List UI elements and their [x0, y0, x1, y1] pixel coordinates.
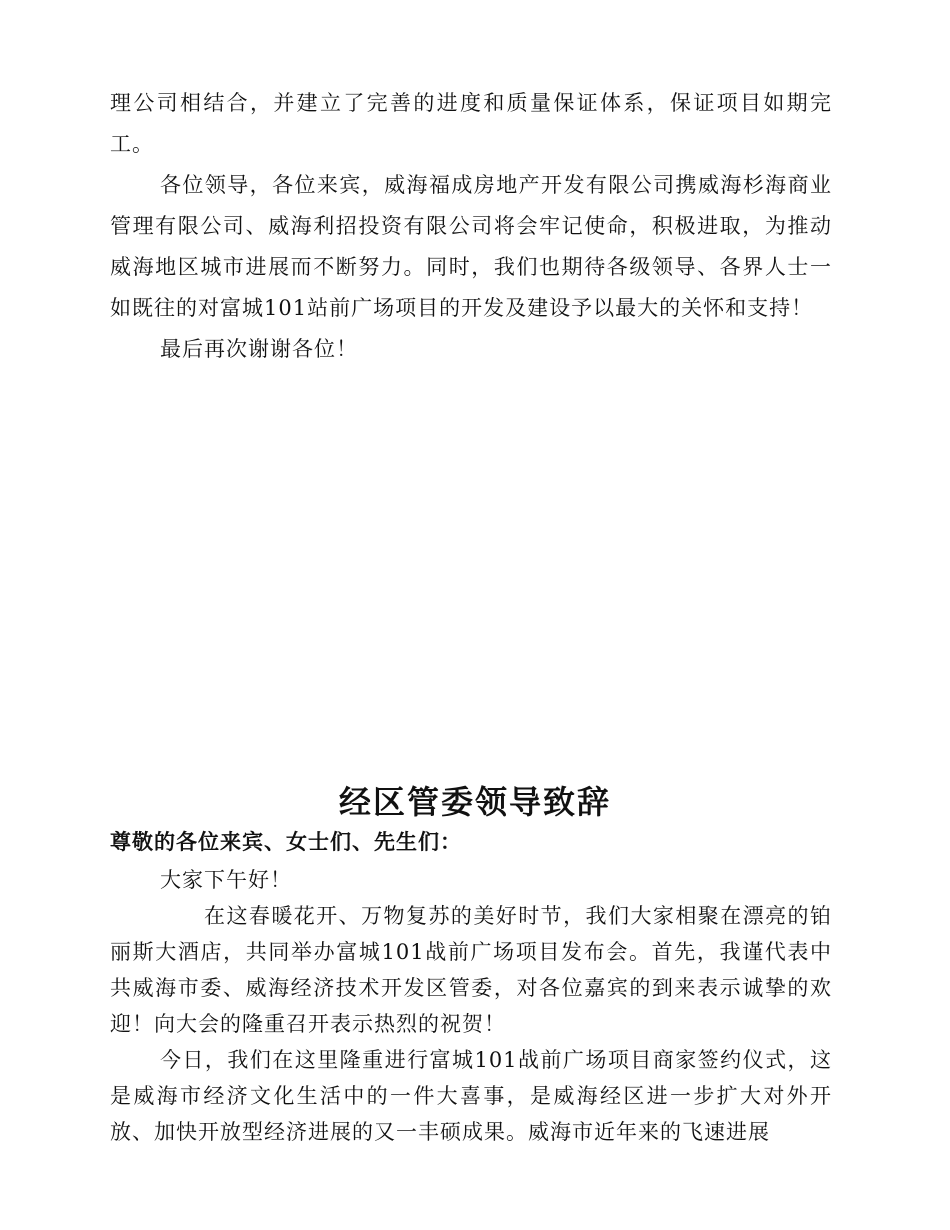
- previous-speech-ending: [110, 83, 832, 370]
- paragraph-welcome: 在这春暖花开、万物复苏的美好时节，我们大家相聚在漂亮的铂丽斯大酒店，共同举办富城101战前广场项目发布会。首先，我谨代表中共威海市委、威海经济技术开发区管委，对各位嘉宾的到来表示诚挚的欢迎！向大会的隆重召开表示热烈的祝贺！: [110, 904, 832, 1036]
- paragraph-greeting: 大家下午好！: [160, 868, 292, 892]
- speech-title: 经区管委领导致辞: [338, 783, 611, 821]
- paragraph-continued: 理公司相结合，并建立了完善的进度和质量保证体系，保证项目如期完工。: [110, 91, 832, 156]
- speech-salutation: 尊敬的各位来宾、女士们、先生们：: [110, 830, 462, 854]
- speech-body: [110, 862, 832, 1150]
- paragraph-thanks: 最后再次谢谢各位！: [160, 337, 358, 361]
- paragraph-signing-ceremony: 今日，我们在这里隆重进行富城101战前广场项目商家签约仪式，这是威海市经济文化生活中的一件大喜事，是威海经区进一步扩大对外开放、加快开放型经济进展的又一丰硕成果。威海市近年来的飞速进展: [110, 1048, 832, 1144]
- paragraph-closing-remarks: 各位领导，各位来宾，威海福成房地产开发有限公司携威海杉海商业管理有限公司、威海利招投资有限公司将会牢记使命，积极进取，为推动威海地区城市进展而不断努力。同时，我们也期待各级领导、各界人士一如既往的对富城101站前广场项目的开发及建设予以最大的关怀和支持！: [110, 173, 832, 320]
